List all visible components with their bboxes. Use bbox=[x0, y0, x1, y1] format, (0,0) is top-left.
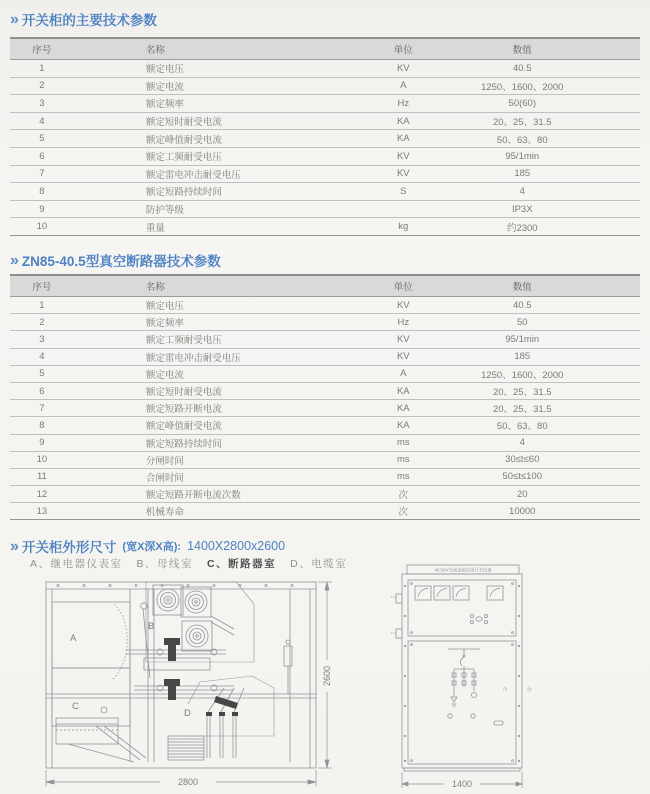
table-cell: A bbox=[358, 77, 448, 95]
section2-title bbox=[10, 250, 221, 270]
table-row bbox=[10, 112, 640, 130]
table-cell: KV bbox=[358, 60, 448, 78]
table-cell: KV bbox=[358, 348, 448, 365]
table-row bbox=[10, 417, 640, 434]
table-row bbox=[10, 382, 640, 399]
section3-subtitle: (宽X深X高): bbox=[122, 541, 182, 553]
table-cell: 20、25、31.5 bbox=[449, 382, 640, 399]
table-cell: 8 bbox=[10, 417, 74, 434]
height-dimension-label: 2600 bbox=[322, 665, 332, 687]
table-row bbox=[10, 400, 640, 417]
table-cell: 7 bbox=[10, 400, 74, 417]
table-row bbox=[10, 95, 640, 113]
table-cell: 40.5 bbox=[449, 297, 640, 314]
column-header: 单位 bbox=[358, 38, 448, 60]
table-cell: 约2300 bbox=[449, 218, 640, 236]
table-cell: 机械寿命 bbox=[74, 503, 358, 520]
table-cell: 95/1min bbox=[449, 147, 640, 165]
table-cell: S bbox=[358, 183, 448, 201]
table-row bbox=[10, 77, 640, 95]
table-cell: 12 bbox=[10, 486, 74, 503]
table-cell: 5 bbox=[10, 130, 74, 148]
width-dimension-label: 1400 bbox=[451, 779, 473, 789]
table-cell: 10 bbox=[10, 218, 74, 236]
table-cell: 次 bbox=[358, 503, 448, 520]
table-cell: 1 bbox=[10, 297, 74, 314]
table-cell: 额定电压 bbox=[74, 60, 358, 78]
table-cell: 1250、1600、2000 bbox=[449, 77, 640, 95]
table-cell: 6 bbox=[10, 147, 74, 165]
table-cell: 7 bbox=[10, 165, 74, 183]
table-cell: KV bbox=[358, 331, 448, 348]
table-cell: 30≤t≤60 bbox=[449, 451, 640, 468]
compartment-legend bbox=[30, 556, 361, 571]
table-row bbox=[10, 218, 640, 236]
column-header: 名称 bbox=[74, 38, 358, 60]
table-row bbox=[10, 130, 640, 148]
table-cell: KA bbox=[358, 417, 448, 434]
column-header: 名称 bbox=[74, 275, 358, 297]
table-cell: 1 bbox=[10, 60, 74, 78]
table-row bbox=[10, 503, 640, 520]
table-cell: Hz bbox=[358, 95, 448, 113]
section-marker-icon: » bbox=[10, 10, 17, 28]
front-view-structure bbox=[391, 565, 522, 771]
depth-dimension-label: 2800 bbox=[177, 777, 199, 787]
section3-title-text: 开关柜外形尺寸 bbox=[21, 540, 117, 555]
table-cell: 额定电流 bbox=[74, 77, 358, 95]
table-cell: 8 bbox=[10, 183, 74, 201]
table-cell: 4 bbox=[10, 112, 74, 130]
table-cell: 次 bbox=[358, 486, 448, 503]
table-cell: 95/1min bbox=[449, 331, 640, 348]
table-cell: 防护等级 bbox=[74, 200, 358, 218]
table-cell: 50≤t≤100 bbox=[449, 468, 640, 485]
side-view-structure bbox=[46, 582, 316, 768]
table-row bbox=[10, 331, 640, 348]
table-cell: 额定雷电冲击耐受电压 bbox=[74, 165, 358, 183]
table-cell: 额定峰值耐受电流 bbox=[74, 417, 358, 434]
table-cell: 10000 bbox=[449, 503, 640, 520]
table-cell: 4 bbox=[449, 434, 640, 451]
table-row bbox=[10, 200, 640, 218]
table-cell: 额定短路开断电流次数 bbox=[74, 486, 358, 503]
section1-title-text: 开关柜的主要技术参数 bbox=[21, 13, 157, 28]
table-cell: 10 bbox=[10, 451, 74, 468]
table-cell: KV bbox=[358, 165, 448, 183]
table-cell: 4 bbox=[449, 183, 640, 201]
table-cell: IP3X bbox=[449, 200, 640, 218]
table-row bbox=[10, 165, 640, 183]
breaker-parameters-table bbox=[10, 274, 640, 520]
table-cell: 50 bbox=[449, 314, 640, 331]
table-row bbox=[10, 183, 640, 201]
open-indicator-label: 分 bbox=[526, 687, 532, 693]
table-cell: 额定短时耐受电流 bbox=[74, 382, 358, 399]
table-cell: Hz bbox=[358, 314, 448, 331]
table-cell: KA bbox=[358, 400, 448, 417]
table-cell: 20、25、31.5 bbox=[449, 112, 640, 130]
table-cell: kg bbox=[358, 218, 448, 236]
table-row bbox=[10, 434, 640, 451]
switchgear-parameters-table bbox=[10, 37, 640, 236]
table-cell: 额定工频耐受电压 bbox=[74, 331, 358, 348]
table-cell: 额定峰值耐受电流 bbox=[74, 130, 358, 148]
table-cell: 1250、1600、2000 bbox=[449, 365, 640, 382]
table-header-row bbox=[10, 38, 640, 60]
table-row bbox=[10, 297, 640, 314]
table-cell bbox=[358, 200, 448, 218]
table-cell: 4 bbox=[10, 348, 74, 365]
table-cell: 额定短路持续时间 bbox=[74, 183, 358, 201]
table-cell: ms bbox=[358, 451, 448, 468]
table-cell: 50、63、80 bbox=[449, 130, 640, 148]
table-cell: 3 bbox=[10, 331, 74, 348]
table-cell: 合闸时间 bbox=[74, 468, 358, 485]
section2-title-text: ZN85-40.5型真空断路器技术参数 bbox=[21, 254, 221, 269]
table-cell: 9 bbox=[10, 200, 74, 218]
table-cell: 额定频率 bbox=[74, 314, 358, 331]
table-header bbox=[10, 275, 640, 297]
table-row bbox=[10, 314, 640, 331]
table-cell: 额定短路开断电流 bbox=[74, 400, 358, 417]
table-cell: 额定短时耐受电流 bbox=[74, 112, 358, 130]
table-cell: 20 bbox=[449, 486, 640, 503]
table-row bbox=[10, 486, 640, 503]
table-cell: 9 bbox=[10, 434, 74, 451]
table-row bbox=[10, 451, 640, 468]
table-cell: 2 bbox=[10, 314, 74, 331]
table-cell: 3 bbox=[10, 95, 74, 113]
compartment-legend-item: A、继电器仪表室 bbox=[30, 558, 123, 570]
section-marker-icon: » bbox=[10, 537, 17, 555]
table-cell: 重量 bbox=[74, 218, 358, 236]
section-marker-icon: » bbox=[10, 251, 17, 269]
table-cell: 5 bbox=[10, 365, 74, 382]
table-cell: 额定雷电冲击耐受电压 bbox=[74, 348, 358, 365]
column-header: 单位 bbox=[358, 275, 448, 297]
table-cell: ms bbox=[358, 468, 448, 485]
table-row bbox=[10, 365, 640, 382]
column-header: 序号 bbox=[10, 275, 74, 297]
table-cell: 40.5 bbox=[449, 60, 640, 78]
table-cell: 额定电流 bbox=[74, 365, 358, 382]
nameplate-text: 40.5KV交流金属封闭开关设备 bbox=[434, 567, 492, 573]
column-header: 序号 bbox=[10, 38, 74, 60]
table-cell: 分闸时间 bbox=[74, 451, 358, 468]
table-cell: 额定工频耐受电压 bbox=[74, 147, 358, 165]
table-cell: 50、63、80 bbox=[449, 417, 640, 434]
table-cell: 50(60) bbox=[449, 95, 640, 113]
table-cell: KA bbox=[358, 382, 448, 399]
cabinet-side-view-drawing bbox=[38, 576, 336, 794]
table-row bbox=[10, 60, 640, 78]
table-cell: 额定电压 bbox=[74, 297, 358, 314]
table-cell: A bbox=[358, 365, 448, 382]
table-row bbox=[10, 348, 640, 365]
compartment-b-label: B bbox=[148, 621, 155, 632]
column-header: 数值 bbox=[449, 38, 640, 60]
section1-title bbox=[10, 9, 157, 29]
table-cell: 185 bbox=[449, 165, 640, 183]
table-cell: 额定短路持续时间 bbox=[74, 434, 358, 451]
compartment-legend-item: B、母线室 bbox=[136, 558, 194, 570]
section3-dimensions: 1400X2800x2600 bbox=[187, 539, 286, 553]
compartment-legend-item: C、断路器室 bbox=[207, 558, 277, 570]
table-cell: 185 bbox=[449, 348, 640, 365]
table-cell: 20、25、31.5 bbox=[449, 400, 640, 417]
compartment-legend-item: D、电缆室 bbox=[290, 558, 348, 570]
compartment-a-label: A bbox=[70, 633, 77, 644]
table-cell: 11 bbox=[10, 468, 74, 485]
table-cell: 6 bbox=[10, 382, 74, 399]
table-row bbox=[10, 147, 640, 165]
table-cell: 2 bbox=[10, 77, 74, 95]
table-cell: ms bbox=[358, 434, 448, 451]
table-header-row bbox=[10, 275, 640, 297]
table-cell: KA bbox=[358, 112, 448, 130]
section3-title bbox=[10, 536, 285, 556]
column-header: 数值 bbox=[449, 275, 640, 297]
table-header bbox=[10, 38, 640, 60]
compartment-c-label: C bbox=[72, 701, 79, 712]
compartment-d-label: D bbox=[184, 708, 191, 719]
table-cell: 13 bbox=[10, 503, 74, 520]
table-row bbox=[10, 468, 640, 485]
close-indicator-label: 合 bbox=[502, 687, 508, 693]
table-cell: KV bbox=[358, 297, 448, 314]
table-cell: 额定频率 bbox=[74, 95, 358, 113]
side-view-dimension-lines bbox=[46, 582, 332, 786]
table-cell: KV bbox=[358, 147, 448, 165]
cabinet-front-view-drawing bbox=[388, 561, 540, 793]
table-cell: KA bbox=[358, 130, 448, 148]
